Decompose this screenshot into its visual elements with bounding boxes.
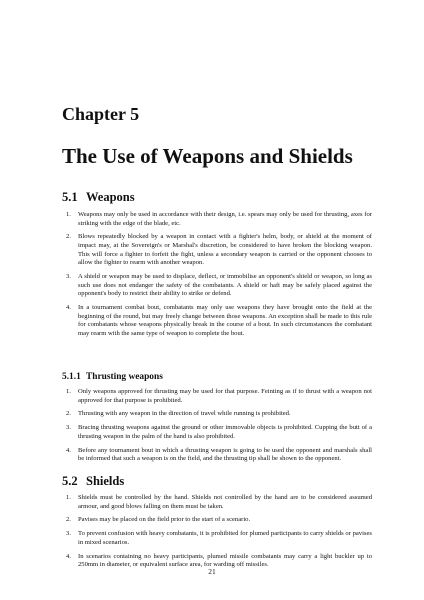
item-number: 3. xyxy=(66,272,71,280)
item-number: 1. xyxy=(66,494,71,501)
section-title: Thrusting weapons xyxy=(86,372,163,382)
list-item xyxy=(62,410,372,419)
item-text: Thrusting with any weapon in the direction of travel while running is prohibited. xyxy=(78,410,291,418)
item-text: Bracing thrusting weapons against the ground or other immovable objects is prohibited. Cupping the butt of a thrusting weapon in the palm of the hand is also prohibited. xyxy=(78,424,372,440)
weapons-rules-list xyxy=(62,211,372,343)
item-number: 2. xyxy=(66,516,71,524)
item-text: In a tournament combat bout, combatants may only use weapons they have brought onto the field at the beginning of the round, but may freely change between those weapons. An exception shall be made to this rule for combatants whose weapons physically break in the course of a bout. In such circumstances the combatant may rearm with the same type of weapon to complete the bout. xyxy=(78,303,372,337)
item-text: In scenarios containing no heavy participants, plumed missile combatants may carry a light buckler up to 250mm in diameter, or equivalent surface area, for warding off missiles. xyxy=(78,552,372,569)
item-text: Only weapons approved for thrusting may be used for that purpose. Feinting as if to thrust with a weapon not approved for that purpose is prohibited. xyxy=(78,388,372,404)
item-number: 4. xyxy=(66,303,71,311)
item-text: A shield or weapon may be used to displace, deflect, or immobilise an opponent's shield or weapon, so long as such use does not endanger the safety of the combatants. A shield or haft may be safely placed against the opponent's body to restrict their ability to strike or defend. xyxy=(78,272,372,298)
list-item xyxy=(62,211,372,228)
item-number: 3. xyxy=(66,530,71,538)
chapter-number: Chapter 5 xyxy=(62,104,140,124)
section-number: 5.2 xyxy=(62,474,78,488)
subsection-heading-thrusting-weapons xyxy=(62,372,163,382)
item-text: Weapons may only be used in accordance with their design, i.e. spears may only be used for thrusting, axes for striking with the edge of the blade, etc. xyxy=(78,211,372,227)
list-item xyxy=(62,304,372,338)
list-item xyxy=(62,494,372,511)
list-item xyxy=(62,273,372,299)
item-number: 1. xyxy=(66,388,71,395)
item-number: 4. xyxy=(66,446,71,454)
section-number: 5.1.1 xyxy=(62,372,81,382)
item-text: Shields must be controlled by the hand. Shields not controlled by the hand are to be considered assumed armour, and good blows falling on them must be taken. xyxy=(78,494,372,510)
section-heading-weapons xyxy=(62,190,135,205)
thrusting-rules-list xyxy=(62,388,372,469)
item-text: Before any tournament bout in which a thrusting weapon is going to be used the opponent and marshals shall be informed that such a weapon is on the field, and the thrusting tip shall be shown to the opponent. xyxy=(78,446,372,463)
item-text: To prevent confusion with heavy combatants, it is prohibited for plumed participants to carry shields or pavises in mixed scenarios. xyxy=(78,530,372,546)
section-number: 5.1 xyxy=(62,190,78,204)
list-item xyxy=(62,516,372,525)
list-item xyxy=(62,530,372,547)
shields-rules-list xyxy=(62,494,372,575)
item-number: 4. xyxy=(66,552,71,560)
section-title: Weapons xyxy=(86,190,135,204)
item-text: Blows repeatedly blocked by a weapon in contact with a fighter's helm, body, or shield at the moment of impact may, at the Sovereign's or Marshal's discretion, be considered to have broken the blocking weapon. This will force a fighter to forfeit the fight, unless a secondary weapon is carried or the opponent chooses to allow the fighter to rearm with another weapon. xyxy=(78,233,372,267)
section-heading-shields xyxy=(62,474,124,489)
list-item xyxy=(62,233,372,267)
chapter-title: The Use of Weapons and Shields xyxy=(62,144,353,168)
item-number: 2. xyxy=(66,410,71,418)
item-text: Pavises may be placed on the field prior to the start of a scenario. xyxy=(78,516,251,524)
page-number: 21 xyxy=(208,567,216,576)
item-number: 1. xyxy=(66,211,71,218)
list-item xyxy=(62,388,372,405)
item-number: 3. xyxy=(66,424,71,432)
section-title: Shields xyxy=(86,474,125,488)
list-item xyxy=(62,447,372,464)
list-item xyxy=(62,424,372,441)
item-number: 2. xyxy=(66,233,71,241)
